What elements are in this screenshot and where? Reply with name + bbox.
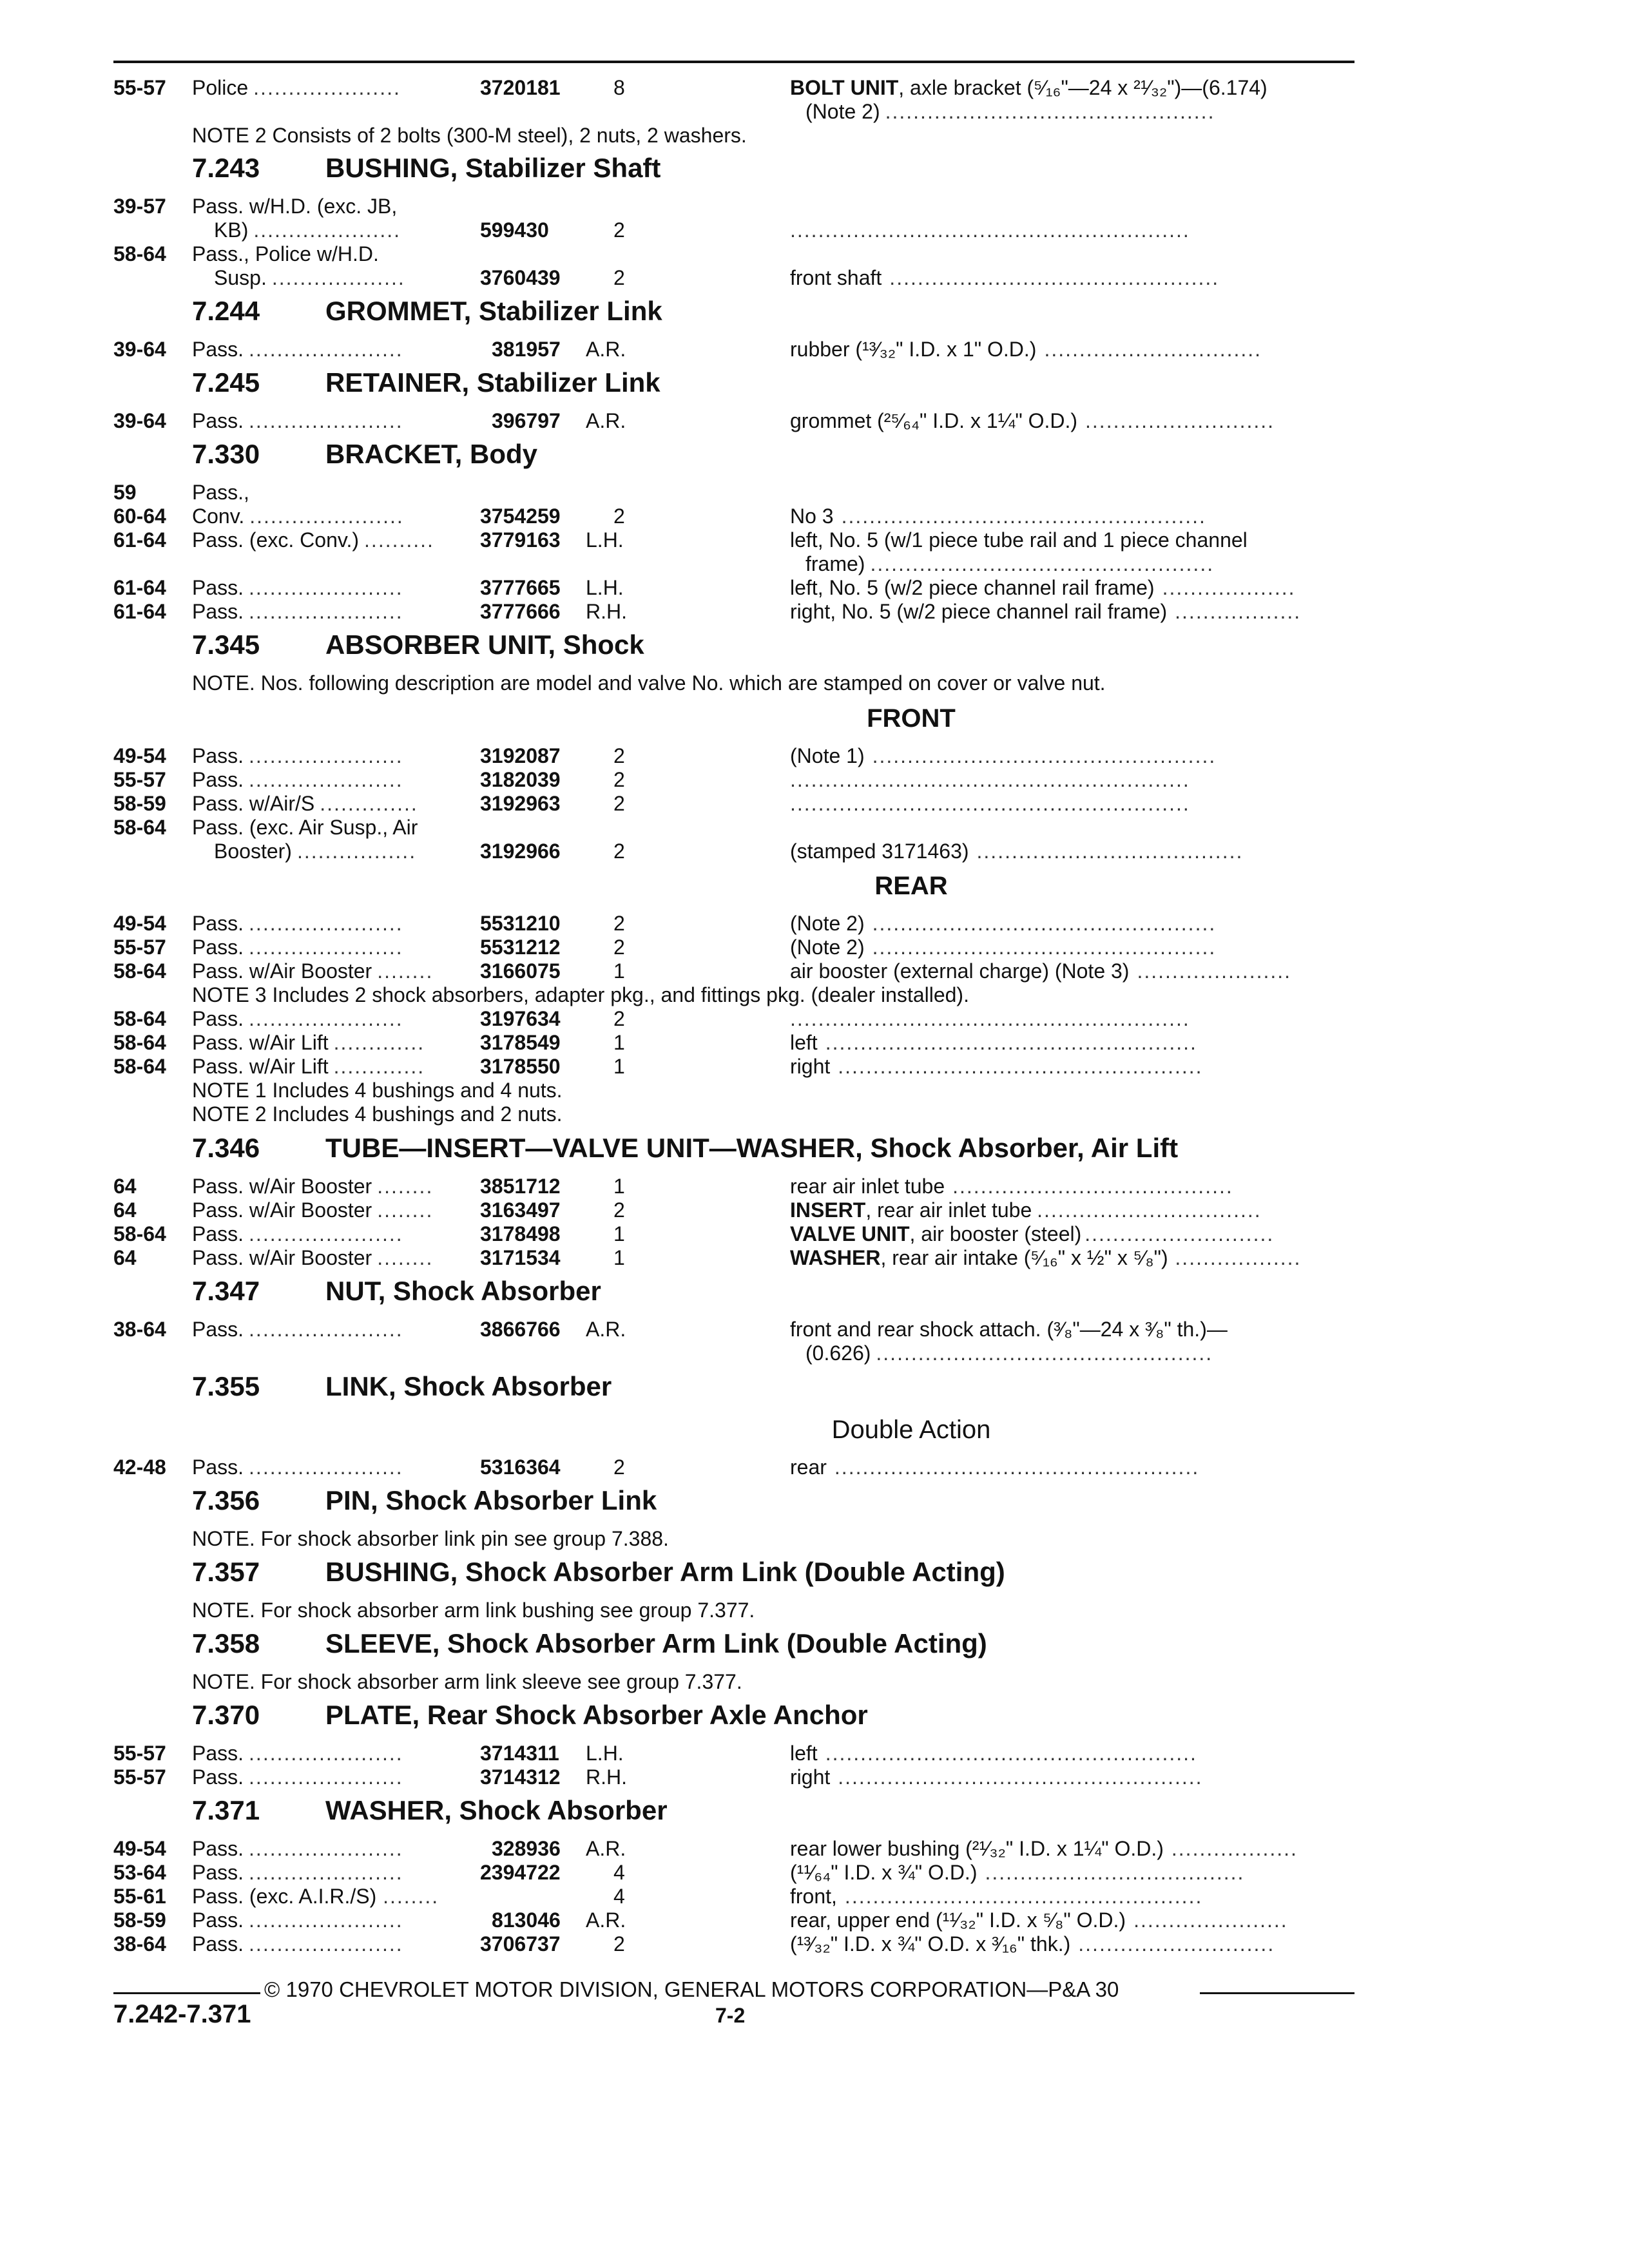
- model-name: Pass.: [192, 1765, 244, 1789]
- part-number: 3163497: [480, 1198, 561, 1222]
- dot-leader: ......................: [249, 1007, 403, 1030]
- model-name: Pass. w/Air Lift: [192, 1055, 329, 1078]
- dot-leader: ......................................: [976, 840, 1244, 863]
- part-description: (Note 2): [790, 936, 865, 959]
- dot-leader: .....................................................: [825, 1031, 1197, 1054]
- dot-leader: ....................................................: [841, 505, 1206, 528]
- quantity: 2: [613, 768, 625, 791]
- year-range: 59: [113, 481, 137, 504]
- quantity: 4: [613, 1885, 625, 1908]
- model-name: Pass. (exc. Air Susp., Air: [192, 816, 418, 839]
- quantity: L.H.: [586, 528, 624, 552]
- model-name: Pass.: [192, 1861, 244, 1884]
- section-title: NUT, Shock Absorber: [325, 1276, 601, 1306]
- section-title: BRACKET, Body: [325, 439, 538, 469]
- year-range: 58-59: [113, 792, 166, 815]
- section-title: WASHER, Shock Absorber: [325, 1795, 668, 1825]
- model-name: Pass. (exc. A.I.R./S): [192, 1885, 377, 1908]
- model-name: Pass.: [192, 1222, 244, 1245]
- part-description: No 3: [790, 505, 834, 528]
- model-name: Pass. (exc. Conv.): [192, 528, 360, 552]
- quantity: A.R.: [586, 1318, 626, 1341]
- part-number: 3714311: [480, 1742, 559, 1765]
- section-title: BUSHING, Stabilizer Shaft: [325, 153, 661, 183]
- part-number: 3779163: [480, 528, 561, 552]
- dot-leader: ......................: [249, 600, 403, 623]
- part-description: frame): [805, 552, 865, 575]
- dot-leader: .................................................: [872, 912, 1217, 935]
- year-range: 64: [113, 1175, 137, 1198]
- model-name: Police: [192, 76, 249, 99]
- dot-leader: ..................: [1175, 1246, 1302, 1269]
- year-range: 39-57: [113, 195, 166, 218]
- year-range: 58-64: [113, 1031, 166, 1054]
- footer-page-number: 7-2: [715, 2004, 746, 2027]
- section-number: 7.243: [192, 153, 260, 183]
- dot-leader: ........: [377, 1198, 434, 1222]
- year-range: 58-64: [113, 1055, 166, 1078]
- note-text: NOTE. Nos. following description are model and valve No. which are stamped on cover or valve nut.: [192, 671, 1106, 695]
- model-name: Pass.: [192, 409, 244, 432]
- section-number: 7.371: [192, 1795, 260, 1825]
- part-number: 3166075: [480, 959, 561, 983]
- quantity: 8: [613, 76, 625, 99]
- footer-rule-left: [113, 1992, 260, 1994]
- part-number: 599430: [480, 218, 549, 242]
- dot-leader: ......................: [249, 1456, 403, 1479]
- model-name: Booster): [214, 840, 292, 863]
- footer-copyright: © 1970 CHEVROLET MOTOR DIVISION, GENERAL MOTORS CORPORATION—P&A 30: [264, 1977, 1119, 2001]
- quantity: A.R.: [586, 1908, 626, 1932]
- part-number: 3197634: [480, 1007, 561, 1030]
- part-number: 3714312: [480, 1765, 561, 1789]
- quantity: A.R.: [586, 1837, 626, 1860]
- part-description: rear air inlet tube: [790, 1175, 945, 1198]
- dot-leader: ......................: [249, 1908, 403, 1932]
- part-description: BOLT UNIT, axle bracket (⁵⁄₁₆"—24 x ²¹⁄₃₂")—(6.174): [790, 76, 1268, 99]
- model-name: Pass.: [192, 1908, 244, 1932]
- part-description: front and rear shock attach. (³⁄₈"—24 x ³⁄₈" th.)—: [790, 1318, 1228, 1341]
- dot-leader: ......................: [1133, 1908, 1288, 1932]
- dot-leader: ......................: [249, 1222, 403, 1245]
- dot-leader: .........................................................: [790, 792, 1190, 815]
- year-range: 38-64: [113, 1318, 166, 1341]
- part-number: 396797: [492, 409, 561, 432]
- part-description: (Note 1): [790, 744, 865, 767]
- model-name: Pass.: [192, 576, 244, 599]
- dot-leader: .....................: [253, 218, 401, 242]
- dot-leader: ...........................: [1085, 409, 1275, 432]
- part-number: 3178549: [480, 1031, 561, 1054]
- year-range: 61-64: [113, 576, 166, 599]
- dot-leader: .....................................................: [825, 1742, 1197, 1765]
- dot-leader: ......................: [249, 912, 403, 935]
- dot-leader: ........: [377, 1175, 434, 1198]
- part-number: 3720181: [480, 76, 561, 99]
- part-description: rubber (¹³⁄₃₂" I.D. x 1" O.D.): [790, 338, 1037, 361]
- part-description: left: [790, 1031, 818, 1054]
- quantity: 2: [613, 505, 625, 528]
- year-range: 39-64: [113, 409, 166, 432]
- year-range: 58-64: [113, 1007, 166, 1030]
- part-number: 3866766: [480, 1318, 561, 1341]
- model-name: Pass. w/Air Booster: [192, 1246, 372, 1269]
- part-number: 3851712: [480, 1175, 561, 1198]
- part-number: 381957: [492, 338, 561, 361]
- part-description: front,: [790, 1885, 837, 1908]
- year-range: 49-54: [113, 744, 166, 767]
- quantity: 1: [613, 1175, 625, 1198]
- dot-leader: ......................: [249, 1742, 403, 1765]
- dot-leader: ..........: [364, 528, 434, 552]
- part-number: 3171534: [480, 1246, 561, 1269]
- dot-leader: ......................: [249, 1765, 403, 1789]
- note-text: NOTE 2 Includes 4 bushings and 2 nuts.: [192, 1102, 563, 1126]
- dot-leader: .............: [333, 1031, 425, 1054]
- year-range: 53-64: [113, 1861, 166, 1884]
- part-description: rear: [790, 1456, 827, 1479]
- footer-section-range: 7.242-7.371: [113, 2000, 251, 2028]
- year-range: 64: [113, 1246, 137, 1269]
- year-range: 60-64: [113, 505, 166, 528]
- year-range: 58-59: [113, 1908, 166, 1932]
- dot-leader: ......................: [249, 1861, 403, 1884]
- section-number: 7.244: [192, 296, 260, 326]
- part-description: grommet (²⁵⁄₆₄" I.D. x 1¼" O.D.): [790, 409, 1078, 432]
- model-name: Pass.: [192, 1837, 244, 1860]
- year-range: 42-48: [113, 1456, 166, 1479]
- section-number: 7.347: [192, 1276, 260, 1306]
- part-description: air booster (external charge) (Note 3): [790, 959, 1130, 983]
- part-number: 3754259: [480, 505, 561, 528]
- section-title: SLEEVE, Shock Absorber Arm Link (Double Acting): [325, 1628, 987, 1658]
- part-description: (Note 2): [790, 912, 865, 935]
- section-title: TUBE—INSERT—VALVE UNIT—WASHER, Shock Absorber, Air Lift: [325, 1133, 1179, 1163]
- note-text: NOTE. For shock absorber link pin see group 7.388.: [192, 1527, 669, 1550]
- model-name: Pass.: [192, 768, 244, 791]
- section-title: GROMMET, Stabilizer Link: [325, 296, 662, 326]
- part-description: (¹³⁄₃₂" I.D. x ¾" O.D. x ³⁄₁₆" thk.): [790, 1932, 1071, 1956]
- model-name: Pass.: [192, 338, 244, 361]
- dot-leader: ............................: [1078, 1932, 1275, 1956]
- quantity: 1: [613, 959, 625, 983]
- dot-leader: ...................: [271, 266, 405, 289]
- model-name: Pass.: [192, 1932, 244, 1956]
- part-description: (stamped 3171463): [790, 840, 969, 863]
- dot-leader: ................................: [1037, 1198, 1262, 1222]
- part-number: 5531212: [480, 936, 561, 959]
- quantity: L.H.: [586, 576, 624, 599]
- section-title: ABSORBER UNIT, Shock: [325, 629, 644, 660]
- dot-leader: ........: [377, 959, 434, 983]
- dot-leader: .........................................................: [790, 218, 1190, 242]
- subsection-heading: FRONT: [867, 704, 956, 733]
- dot-leader: ...................: [1162, 576, 1296, 599]
- quantity: 2: [613, 936, 625, 959]
- section-number: 7.358: [192, 1628, 260, 1658]
- quantity: 2: [613, 792, 625, 815]
- dot-leader: ........: [377, 1246, 434, 1269]
- part-description: left, No. 5 (w/1 piece tube rail and 1 piece channel: [790, 528, 1248, 552]
- part-number: 3777666: [480, 600, 561, 623]
- model-name: Pass.: [192, 600, 244, 623]
- section-number: 7.330: [192, 439, 260, 469]
- year-range: 64: [113, 1198, 137, 1222]
- part-description: WASHER, rear air intake (⁵⁄₁₆" x ½" x ⁵⁄₈"): [790, 1246, 1168, 1269]
- section-title: BUSHING, Shock Absorber Arm Link (Double Acting): [325, 1557, 1005, 1587]
- year-range: 49-54: [113, 912, 166, 935]
- dot-leader: ...............................................: [889, 266, 1220, 289]
- dot-leader: .................................................: [872, 744, 1217, 767]
- subsection-heading: REAR: [874, 872, 948, 900]
- quantity: L.H.: [586, 1742, 624, 1765]
- quantity: 1: [613, 1031, 625, 1054]
- model-name: Pass.: [192, 1742, 244, 1765]
- note-text: NOTE. For shock absorber arm link sleeve see group 7.377.: [192, 1670, 742, 1693]
- part-number: 328936: [492, 1837, 561, 1860]
- dot-leader: ....................................................: [838, 1055, 1203, 1078]
- model-name: Pass.: [192, 1318, 244, 1341]
- quantity: 1: [613, 1246, 625, 1269]
- model-name: Pass.: [192, 912, 244, 935]
- model-name: Pass., Police w/H.D.: [192, 242, 379, 265]
- part-description: right: [790, 1055, 831, 1078]
- part-description: (0.626): [805, 1341, 871, 1365]
- dot-leader: ........................................: [952, 1175, 1233, 1198]
- quantity: 1: [613, 1055, 625, 1078]
- quantity: A.R.: [586, 338, 626, 361]
- dot-leader: .................................................: [872, 936, 1217, 959]
- model-name: KB): [214, 218, 249, 242]
- top-rule: [113, 61, 1354, 63]
- dot-leader: ......................: [249, 409, 403, 432]
- note-text: NOTE 2 Consists of 2 bolts (300-M steel), 2 nuts, 2 washers.: [192, 124, 747, 147]
- part-description: front shaft: [790, 266, 882, 289]
- year-range: 55-57: [113, 1742, 166, 1765]
- part-number: 3760439: [480, 266, 561, 289]
- section-number: 7.357: [192, 1557, 260, 1587]
- year-range: 61-64: [113, 600, 166, 623]
- year-range: 55-57: [113, 768, 166, 791]
- part-number: 3182039: [480, 768, 561, 791]
- dot-leader: ...........................: [1084, 1222, 1275, 1245]
- part-description: INSERT, rear air inlet tube: [790, 1198, 1032, 1222]
- dot-leader: ...............................................: [885, 100, 1215, 123]
- note-text: NOTE 1 Includes 4 bushings and 4 nuts.: [192, 1079, 563, 1102]
- part-description: right: [790, 1765, 831, 1789]
- dot-leader: ....................................................: [838, 1765, 1203, 1789]
- year-range: 38-64: [113, 1932, 166, 1956]
- part-number: 2394722: [480, 1861, 561, 1884]
- model-name: Pass.,: [192, 481, 249, 504]
- quantity: 4: [613, 1861, 625, 1884]
- section-title: LINK, Shock Absorber: [325, 1371, 612, 1401]
- dot-leader: .................................................: [870, 552, 1215, 575]
- dot-leader: .....................................: [985, 1861, 1245, 1884]
- part-description: rear, upper end (¹¹⁄₃₂" I.D. x ⁵⁄₈" O.D.): [790, 1908, 1126, 1932]
- quantity: 2: [613, 1456, 625, 1479]
- model-name: Pass. w/Air Booster: [192, 959, 372, 983]
- year-range: 55-57: [113, 936, 166, 959]
- dot-leader: ......................: [249, 505, 404, 528]
- quantity: R.H.: [586, 1765, 627, 1789]
- dot-leader: ..............: [320, 792, 418, 815]
- section-number: 7.355: [192, 1371, 260, 1401]
- part-number: 5316364: [480, 1456, 561, 1479]
- dot-leader: ......................: [249, 576, 403, 599]
- dot-leader: ......................: [1137, 959, 1292, 983]
- dot-leader: .........................................................: [790, 1007, 1190, 1030]
- dot-leader: ...............................: [1044, 338, 1262, 361]
- year-range: 55-57: [113, 1765, 166, 1789]
- year-range: 55-57: [113, 76, 166, 99]
- section-title: PLATE, Rear Shock Absorber Axle Anchor: [325, 1700, 868, 1730]
- quantity: 2: [613, 1007, 625, 1030]
- year-range: 58-64: [113, 242, 166, 265]
- dot-leader: .............: [333, 1055, 425, 1078]
- quantity: 2: [613, 840, 625, 863]
- part-number: 3178550: [480, 1055, 561, 1078]
- quantity: 2: [613, 1932, 625, 1956]
- part-number: 5531210: [480, 912, 561, 935]
- dot-leader: ...................................................: [844, 1885, 1203, 1908]
- model-name: Pass. w/Air Booster: [192, 1198, 372, 1222]
- model-name: Conv.: [192, 505, 245, 528]
- dot-leader: ..................: [1171, 1837, 1298, 1860]
- part-number: 813046: [492, 1908, 561, 1932]
- part-description: rear lower bushing (²¹⁄₃₂" I.D. x 1¼" O.D.): [790, 1837, 1164, 1860]
- dot-leader: ......................: [249, 936, 403, 959]
- dot-leader: .....................: [253, 76, 401, 99]
- dot-leader: .................: [296, 840, 417, 863]
- model-name: Pass. w/H.D. (exc. JB,: [192, 195, 398, 218]
- quantity: 2: [613, 266, 625, 289]
- year-range: 58-64: [113, 1222, 166, 1245]
- model-name: Pass.: [192, 1007, 244, 1030]
- model-name: Pass. w/Air Lift: [192, 1031, 329, 1054]
- quantity: A.R.: [586, 409, 626, 432]
- section-title: PIN, Shock Absorber Link: [325, 1485, 657, 1515]
- year-range: 39-64: [113, 338, 166, 361]
- section-number: 7.245: [192, 367, 260, 398]
- dot-leader: .........................................................: [790, 768, 1190, 791]
- dot-leader: ................................................: [876, 1341, 1213, 1365]
- year-range: 58-64: [113, 959, 166, 983]
- dot-leader: ......................: [249, 744, 403, 767]
- part-description: left, No. 5 (w/2 piece channel rail frame): [790, 576, 1155, 599]
- section-number: 7.356: [192, 1485, 260, 1515]
- section-number: 7.345: [192, 629, 260, 660]
- model-name: Pass. w/Air Booster: [192, 1175, 372, 1198]
- dot-leader: ......................: [249, 768, 403, 791]
- note-text: NOTE. For shock absorber arm link bushing see group 7.377.: [192, 1599, 755, 1622]
- year-range: 55-61: [113, 1885, 166, 1908]
- section-number: 7.370: [192, 1700, 260, 1730]
- part-number: 3192087: [480, 744, 561, 767]
- part-number: 3706737: [480, 1932, 561, 1956]
- section-title: RETAINER, Stabilizer Link: [325, 367, 660, 398]
- quantity: 1: [613, 1222, 625, 1245]
- part-number: 3192963: [480, 792, 561, 815]
- subsection-heading: Double Action: [831, 1416, 991, 1444]
- model-name: Pass.: [192, 936, 244, 959]
- year-range: 58-64: [113, 816, 166, 839]
- dot-leader: ....................................................: [834, 1456, 1200, 1479]
- dot-leader: ......................: [249, 1932, 403, 1956]
- part-description: VALVE UNIT, air booster (steel): [790, 1222, 1082, 1245]
- dot-leader: ......................: [249, 338, 403, 361]
- part-description: (Note 2): [805, 100, 880, 123]
- note-text: NOTE 3 Includes 2 shock absorbers, adapter pkg., and fittings pkg. (dealer installed).: [192, 983, 969, 1006]
- quantity: 2: [613, 218, 625, 242]
- part-description: left: [790, 1742, 818, 1765]
- model-name: Pass.: [192, 1456, 244, 1479]
- year-range: 49-54: [113, 1837, 166, 1860]
- dot-leader: ........: [383, 1885, 439, 1908]
- dot-leader: ......................: [249, 1837, 403, 1860]
- quantity: 2: [613, 1198, 625, 1222]
- part-description: (¹¹⁄₆₄" I.D. x ¾" O.D.): [790, 1861, 978, 1884]
- dot-leader: ......................: [249, 1318, 403, 1341]
- part-description: right, No. 5 (w/2 piece channel rail frame): [790, 600, 1168, 623]
- model-name: Pass. w/Air/S: [192, 792, 315, 815]
- footer-rule-right: [1200, 1992, 1354, 1994]
- model-name: Susp.: [214, 266, 267, 289]
- part-number: 3777665: [480, 576, 561, 599]
- model-name: Pass.: [192, 744, 244, 767]
- section-number: 7.346: [192, 1133, 260, 1163]
- quantity: R.H.: [586, 600, 627, 623]
- quantity: 2: [613, 912, 625, 935]
- quantity: 2: [613, 744, 625, 767]
- part-number: 3178498: [480, 1222, 561, 1245]
- year-range: 61-64: [113, 528, 166, 552]
- part-number: 3192966: [480, 840, 561, 863]
- dot-leader: ..................: [1175, 600, 1302, 623]
